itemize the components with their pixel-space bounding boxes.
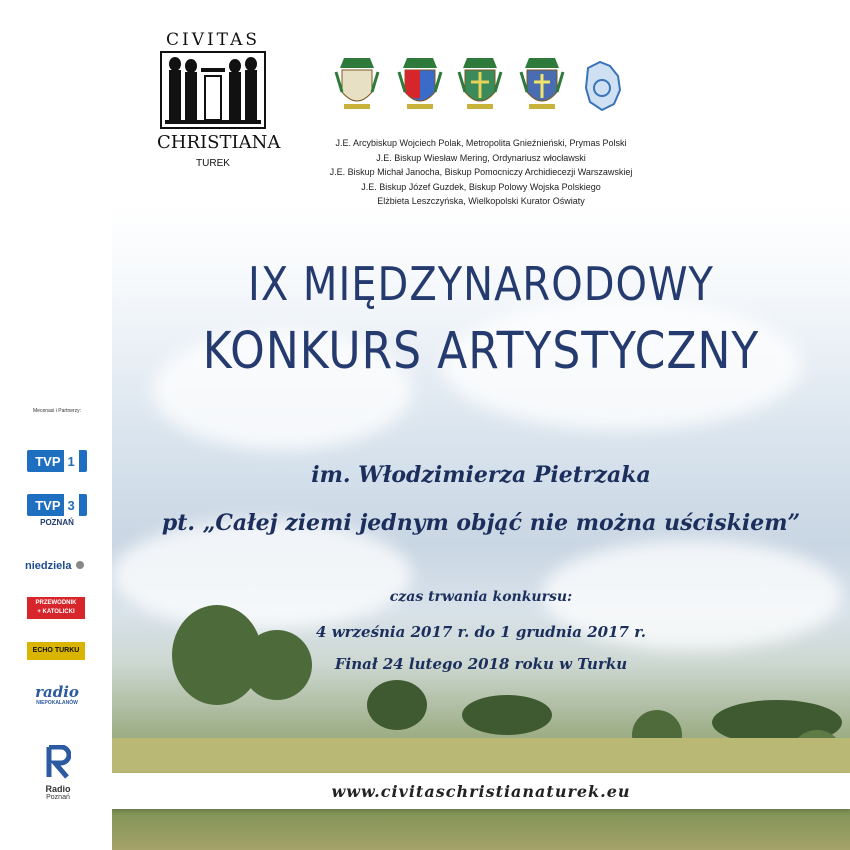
sponsor-strip bbox=[0, 0, 112, 850]
globe-icon bbox=[76, 561, 84, 569]
tvp3-logo: TVP 3 POZNAŃ bbox=[27, 494, 87, 534]
patrons-label: Mecenasi i Partnerzy: bbox=[33, 408, 82, 414]
kurator-logo bbox=[580, 58, 630, 118]
tvp1-logo: TVP 1 bbox=[27, 450, 87, 472]
niedziela-logo: niedziela bbox=[25, 556, 89, 572]
coat-of-arms-icon bbox=[519, 58, 565, 114]
patron-line: J.E. Biskup Wiesław Mering, Ordynariusz włocławski bbox=[376, 152, 586, 163]
field bbox=[112, 809, 850, 850]
coat-of-arms-icon bbox=[397, 58, 443, 114]
civitas-christiana-logo: CIVITAS CHRISTIANA TUREK bbox=[157, 30, 281, 169]
subtitle-line-1: im. Włodzimierza Pietrzaka bbox=[311, 462, 651, 488]
patron-line: Elżbieta Leszczyńska, Wielkopolski Kurator Oświaty bbox=[377, 196, 585, 206]
echo-turku-logo: ECHO TURKU bbox=[27, 642, 85, 660]
coat-of-arms-icon bbox=[457, 58, 503, 114]
tvp3-sub: POZNAŃ bbox=[40, 518, 74, 527]
przewodnik-logo: PRZEWODNIK + KATOLICKI bbox=[27, 597, 85, 619]
poster bbox=[112, 0, 850, 850]
patron-line: J.E. Biskup Michał Janocha, Biskup Pomocniczy Archidiecezji Warszawskiej bbox=[329, 167, 633, 177]
subtitle-line-2: pt. „Całej ziemi jednym objąć nie można uściskiem” bbox=[161, 510, 801, 536]
patrons-list bbox=[112, 136, 850, 209]
duration-label: czas trwania konkursu: bbox=[389, 589, 573, 605]
patron-line: J.E. Arcybiskup Wojciech Polak, Metropolita Gnieźnieński, Prymas Polski bbox=[335, 138, 627, 148]
duration-range: 4 września 2017 r. do 1 grudnia 2017 r. bbox=[316, 623, 646, 641]
radio-poznan-logo: Radio Poznań bbox=[38, 745, 78, 805]
cloud bbox=[112, 520, 412, 630]
tree bbox=[462, 695, 552, 735]
final-date: Finał 24 lutego 2018 roku w Turku bbox=[334, 655, 628, 673]
map-icon bbox=[580, 58, 626, 114]
title-line-2: KONKURS ARTYSTYCZNY bbox=[202, 322, 760, 381]
radio-niepokalanow-logo: radio NIEPOKALANÓW bbox=[35, 683, 79, 706]
figures-emblem-icon bbox=[159, 50, 267, 130]
field bbox=[112, 738, 850, 773]
tree bbox=[367, 680, 427, 730]
website-bar bbox=[112, 773, 850, 809]
coat-of-arms-3 bbox=[457, 58, 507, 118]
title-line-1: IX MIĘDZYNARODOWY bbox=[248, 258, 714, 312]
website-link[interactable]: www.civitaschristianaturek.eu bbox=[331, 782, 631, 801]
coat-of-arms-1 bbox=[334, 58, 384, 118]
coat-of-arms-4 bbox=[519, 58, 569, 118]
coat-of-arms-2 bbox=[397, 58, 447, 118]
coat-of-arms-icon bbox=[334, 58, 380, 114]
patron-line: J.E. Biskup Józef Guzdek, Biskup Polowy Wojska Polskiego bbox=[361, 181, 601, 192]
radio-r-icon bbox=[45, 745, 71, 779]
